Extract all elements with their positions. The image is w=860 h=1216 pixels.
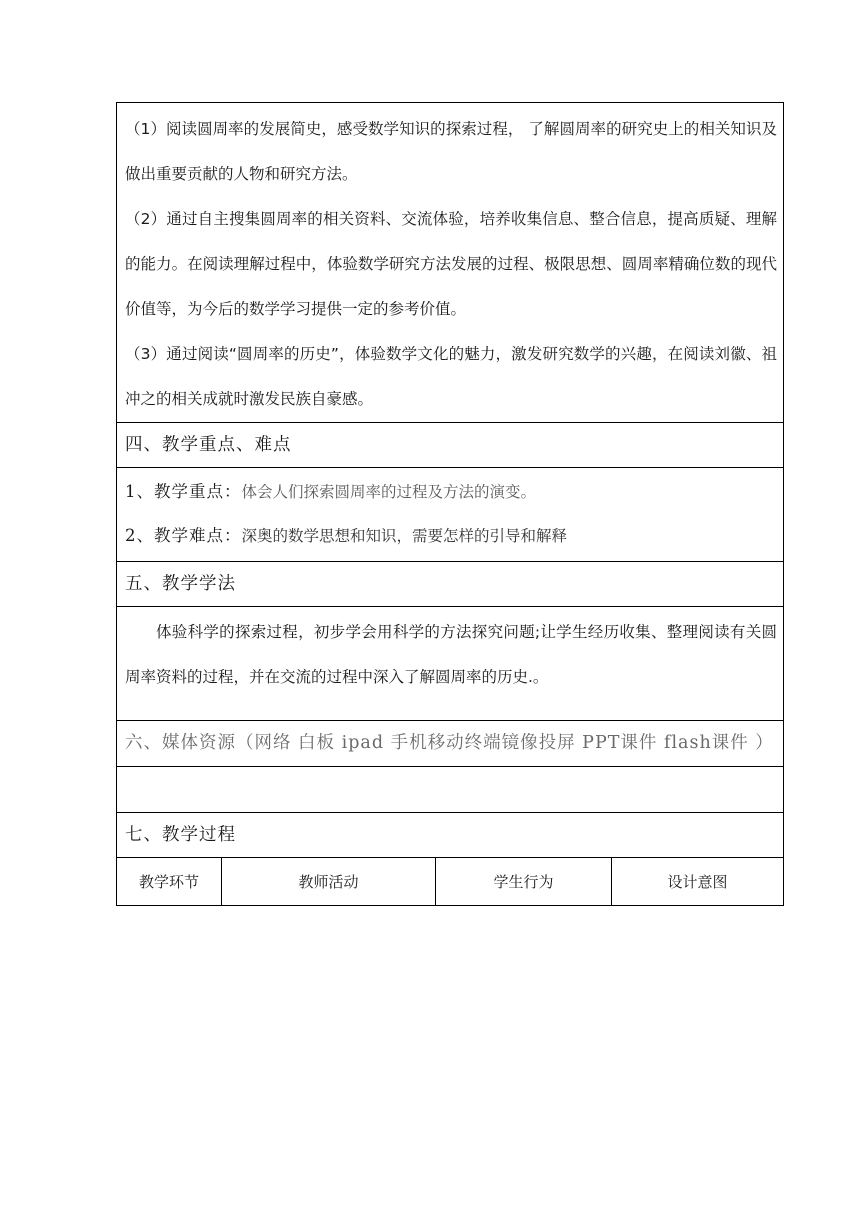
difficulty-label: 2、教学难点：	[125, 526, 242, 545]
objective-2: （2）通过自主搜集圆周率的相关资料、交流体验，培养收集信息、整合信息，提高质疑、理解的能力。在阅读理解过程中，体验数学研究方法发展的过程、极限思想、圆周率精确位数的现代价值等，为今后的数学学习提供一定的参考价值。	[125, 210, 777, 318]
section4-heading-row	[117, 423, 783, 468]
section6-row	[117, 721, 783, 767]
section4-title: 四、教学重点、难点	[125, 435, 292, 455]
key-point-text: 体会人们探索圆周率的过程及方法的演变。	[241, 483, 537, 501]
key-point-line	[117, 470, 783, 514]
difficulty-line	[117, 514, 783, 558]
column-header-intent: 设计意图	[667, 873, 728, 891]
lesson-plan-table	[116, 102, 784, 906]
section7-heading-row	[117, 813, 783, 858]
column-header-student: 学生行为	[436, 858, 612, 905]
section6-title: 六、媒体资源（网络 白板 ipad 手机移动终端镜像投屏 PPT课件 flash课件 ）	[125, 733, 774, 753]
section5-text: 体验科学的探索过程，初步学会用科学的方法探究问题;让学生经历收集、整理阅读有关圆周率资料的过程，并在交流的过程中深入了解圆周率的历史.。	[125, 623, 777, 686]
column-header-teacher: 教师活动	[222, 858, 436, 905]
objective-1: （1）阅读圆周率的发展简史，感受数学知识的探索过程， 了解圆周率的研究史上的相关知识及做出重要贡献的人物和研究方法。	[125, 120, 777, 183]
section5-content-row	[117, 607, 783, 721]
process-header-row	[117, 858, 783, 905]
objective-3: （3）通过阅读“圆周率的历史”，体验数学文化的魅力，激发研究数学的兴趣，在阅读刘徽、祖冲之的相关成就时激发民族自豪感。	[125, 345, 777, 408]
objectives-cell	[117, 103, 783, 423]
key-point-label: 1、教学重点：	[125, 482, 242, 501]
section5-heading-row	[117, 562, 783, 607]
difficulty-text: 深奥的数学思想和知识，需要怎样的引导和解释	[241, 527, 568, 545]
section5-title: 五、教学学法	[125, 574, 236, 594]
column-header-stage: 教学环节	[117, 858, 222, 905]
section7-title: 七、教学过程	[125, 825, 236, 845]
section4-content-row	[117, 468, 783, 562]
empty-row	[117, 767, 783, 813]
